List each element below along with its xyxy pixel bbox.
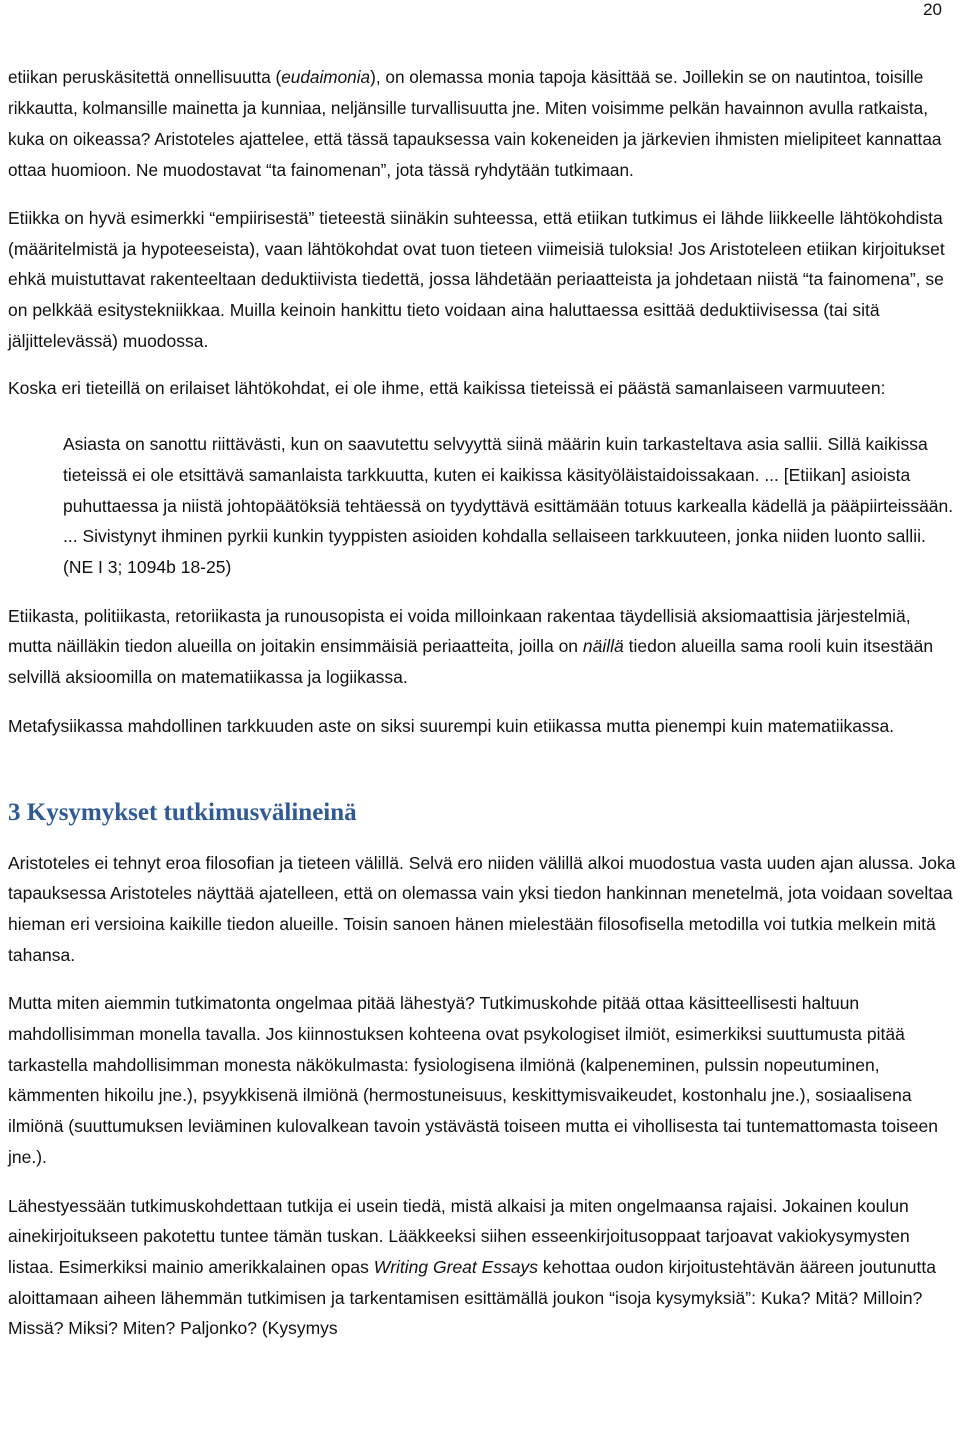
- paragraph-text: Etiikasta, politiikasta, retoriikasta ja runousopista ei voida milloinkaan rakentaa täydellisiä aksiomaattisia järjestelmiä, mutta näilläkin tiedon alueilla on joitakin ensimmäisiä periaatteita, joilla on: [8, 605, 911, 657]
- paragraph-text: etiikan peruskäsitettä onnellisuutta (: [8, 67, 282, 87]
- block-quote: Asiasta on sanottu riittävästi, kun on saavutettu selvyyttä siinä määrin kuin tarkasteltava asia sallii. Sillä kaikissa tieteissä ei ole etsittävä samanlaista tarkkuutta, kuten ei kaikissa käsityöläistaidoissakaan. ... [Etiikan] asioista puhuttaessa ja niistä johtopäätöksiä tehtäessä on tyydyttävä esittämään totuus karkealla kädellä ja pääpiirteissään. ... Sivistynyt ihminen pyrkii kunkin tyyppisten asioiden kohdalla sellaiseen tarkkuuteen, jonka niiden luonto sallii. (NE I 3; 1094b 18-25): [63, 434, 954, 578]
- paragraph: Mutta miten aiemmin tutkimatonta ongelmaa pitää lähestyä? Tutkimuskohde pitää ottaa käsitteellisesti haltuun mahdollisimman monella tavalla. Jos kiinnostuksen kohteena ovat psykologiset ilmiöt, esimerkiksi suuttumusta pitää tarkastella mahdollisimman monesta näkökulmasta: fysiologisena ilmiönä (kalpeneminen, pulssin nopeutuminen, kämmenten hikoilu jne.), psyykkisenä ilmiönä (hermostuneisuus, keskittymisvaikeudet, kostonhalu jne.), sosiaalisena ilmiönä (suuttumuksen leviäminen kulovalkean tavoin ystävästä toiseen mutta ei vihollisesta tai tuntemattomasta toiseen jne.).: [8, 993, 938, 1167]
- paragraph-text: tiedon alueilla sama rooli kuin itsestään selvillä aksioomilla on matematiikassa ja logiikassa.: [8, 636, 934, 688]
- section-heading: 3 Kysymykset tutkimusvälineinä: [8, 798, 357, 826]
- paragraph: Aristoteles ei tehnyt eroa filosofian ja tieteen välillä. Selvä ero niiden välillä alkoi muodostua vasta uuden ajan alussa. Joka tapauksessa Aristoteles näyttää ajatelleen, että on olemassa vain yksi tiedon hankinnan menetelmä, jota voidaan soveltaa hieman eri versioina kaikille tiedon alueille. Toisin sanoen hänen mielestään filosofisella metodilla voi tutkia melkein mitä tahansa.: [8, 852, 956, 965]
- paragraph-text: ), on olemassa monia tapoja käsittää se. Joillekin se on nautintoa, toisille rikkautta, kolmansille mainetta ja kunniaa, neljänsille turvallisuutta jne. Miten voisimme pelkän havainnon avulla ratkaista, kuka on oikeassa? Aristoteles ajattelee, että tässä tapauksessa vain kokeneiden ja järkevien ihmisten mielipiteet kannattaa ottaa huomioon. Ne muodostavat “ta fainomenan”, jota tässä ryhdytään tutkimaan.: [8, 67, 942, 180]
- paragraph-emphasis: näillä: [582, 636, 624, 657]
- paragraph-emphasis: eudaimonia: [281, 67, 371, 87]
- page-number: 20: [923, 0, 942, 19]
- paragraph: Etiikka on hyvä esimerkki “empiirisestä” tieteestä siinäkin suhteessa, että etiikan tutkimus ei lähde liikkeelle lähtökohdista (määritelmistä ja hypoteeseista), vaan lähtökohdat ovat tuon tieteen viimeisiä tuloksia! Jos Aristoteleen etiikan kirjoitukset ehkä muistuttavat rakenteeltaan deduktiivista tiedettä, jossa lähdetään periaatteista ja johdetaan niistä “ta fainomena”, se on pelkkää esitystekniikkaa. Muilla keinoin hankittu tieto voidaan aina haluttaessa esittää deduktiivisessa (tai sitä jäljittelevässä) muodossa.: [8, 208, 945, 351]
- paragraph: [8, 1191, 956, 1345]
- document-body: [8, 62, 956, 1344]
- book-title: Writing Great Essays: [373, 1256, 539, 1277]
- paragraph: Koska eri tieteillä on erilaiset lähtökohdat, ei ole ihme, että kaikissa tieteissä ei päästä samanlaiseen varmuuteen:: [8, 377, 886, 398]
- paragraph: Metafysiikassa mahdollinen tarkkuuden aste on siksi suurempi kuin etiikassa mutta pienempi kuin matematiikassa.: [8, 715, 895, 736]
- paragraph: [8, 62, 956, 186]
- paragraph-text: Lähestyessään tutkimuskohdettaan tutkija ei usein tiedä, mistä alkaisi ja miten ongelmaansa rajaisi. Jokainen koulun ainekirjoitukseen pakotettu tuntee tämän tuskan. Lääkkeeksi siihen esseenkirjoitusoppaat tarjoavat vakiokysymysten listaa. Esimerkiksi mainio amerikkalainen opas: [8, 1195, 910, 1277]
- paragraph-text: kehottaa oudon kirjoitustehtävän ääreen joutunutta aloittamaan aiheen lähemmän tutkimisen ja tarkentamisen esittämällä joukon “isoja kysymyksiä”: Kuka? Mitä? Milloin? Missä? Miksi? Miten? Paljonko? (Kysymys: [8, 1256, 936, 1339]
- paragraph: [8, 601, 956, 693]
